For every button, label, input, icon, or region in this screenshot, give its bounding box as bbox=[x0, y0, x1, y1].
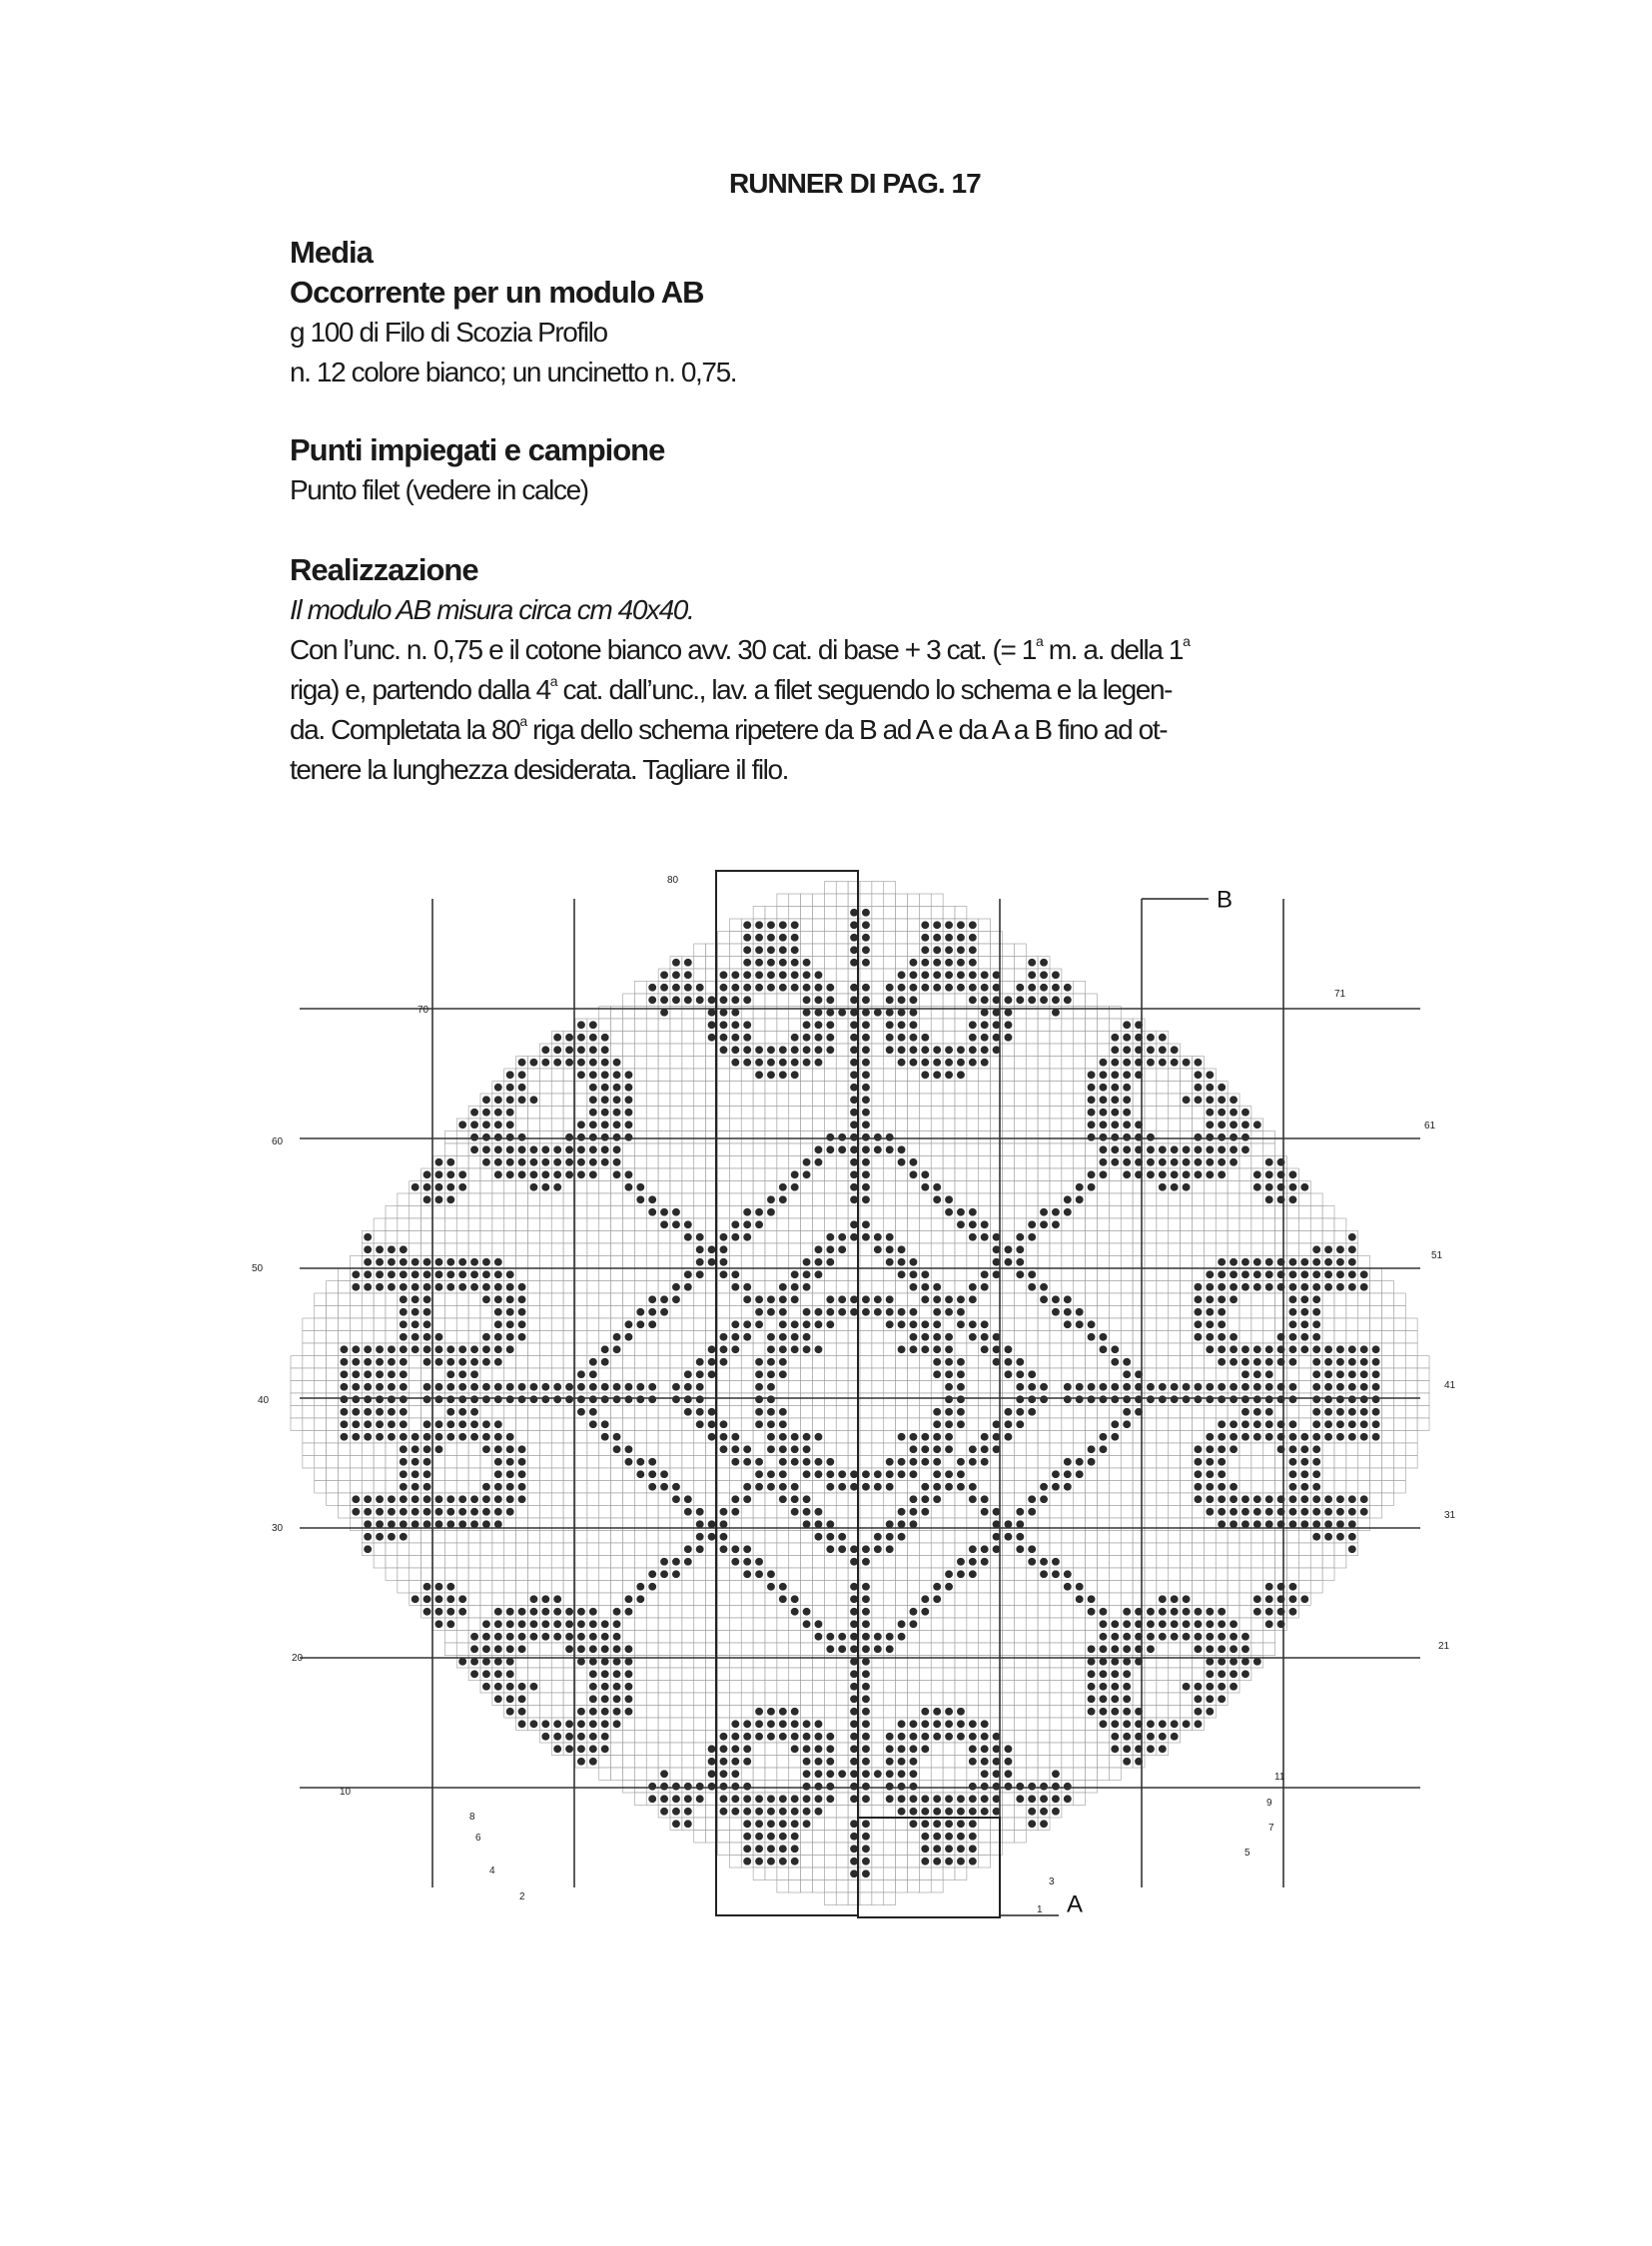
row-label-left: 20 bbox=[292, 1653, 304, 1664]
row-label-left: 70 bbox=[417, 1005, 429, 1016]
stitches-line-1: Punto filet (vedere in calce) bbox=[290, 474, 588, 505]
realization-line-3: da. Completata la 80$^a$ riga dello schema ripetere da B ad A e da A a B fino ad ot- bbox=[290, 713, 1168, 745]
difficulty-label: Media bbox=[290, 235, 373, 270]
realization-heading: Realizzazione bbox=[290, 552, 478, 587]
row-label-right: 31 bbox=[1444, 1510, 1456, 1521]
row-label-left: 4 bbox=[489, 1866, 495, 1876]
row-label-right: 61 bbox=[1424, 1121, 1436, 1131]
materials-heading: Occorrente per un modulo AB bbox=[290, 275, 704, 310]
row-label-left: 60 bbox=[272, 1136, 284, 1147]
marker-a-label: A bbox=[1067, 1890, 1084, 1918]
row-label-right: 5 bbox=[1244, 1848, 1250, 1859]
row-label-right: 71 bbox=[1334, 989, 1346, 1000]
row-label-left: 80 bbox=[667, 875, 679, 886]
row-label-left: 8 bbox=[469, 1812, 475, 1823]
row-label-left: 40 bbox=[258, 1395, 270, 1406]
row-label-left: 30 bbox=[272, 1523, 284, 1534]
realization-line-4: tenere la lunghezza desiderata. Tagliare il filo. bbox=[290, 754, 789, 785]
row-label-right: 51 bbox=[1431, 1250, 1443, 1261]
row-label-right: 41 bbox=[1444, 1380, 1456, 1391]
module-measure: Il modulo AB misura circa cm 40x40. bbox=[290, 594, 694, 625]
realization-line-2: riga) e, partendo dalla 4$^a$ cat. dall’unc., lav. a filet seguendo lo schema e la legen- bbox=[290, 673, 1173, 705]
materials-line-2: n. 12 colore bianco; un uncinetto n. 0,75. bbox=[290, 357, 737, 387]
materials-line-1: g 100 di Filo di Scozia Profilo bbox=[290, 317, 607, 348]
row-label-right: 3 bbox=[1049, 1876, 1055, 1887]
row-label-right: 9 bbox=[1266, 1798, 1272, 1809]
page-title: RUNNER DI PAG. 17 bbox=[729, 168, 981, 199]
marker-b-label: B bbox=[1217, 886, 1234, 914]
row-label-left: 2 bbox=[519, 1891, 525, 1902]
realization-line-1: Con l’unc. n. 0,75 e il cotone bianco avv. 30 cat. di base + 3 cat. (= $1^a$ m. a. della 1$^a$ bbox=[290, 633, 1190, 665]
row-label-left: 6 bbox=[475, 1833, 481, 1844]
row-label-right: 21 bbox=[1438, 1641, 1450, 1652]
marker-b bbox=[1142, 886, 1233, 913]
row-label-right: 7 bbox=[1268, 1823, 1274, 1834]
row-label-right: 1 bbox=[1037, 1904, 1043, 1915]
row-label-left: 50 bbox=[252, 1263, 264, 1274]
row-label-left: 10 bbox=[340, 1787, 352, 1798]
row-label-right: 11 bbox=[1274, 1772, 1285, 1783]
stitches-heading: Punti impiegati e campione bbox=[290, 432, 665, 467]
chart-cells bbox=[291, 882, 1429, 1905]
